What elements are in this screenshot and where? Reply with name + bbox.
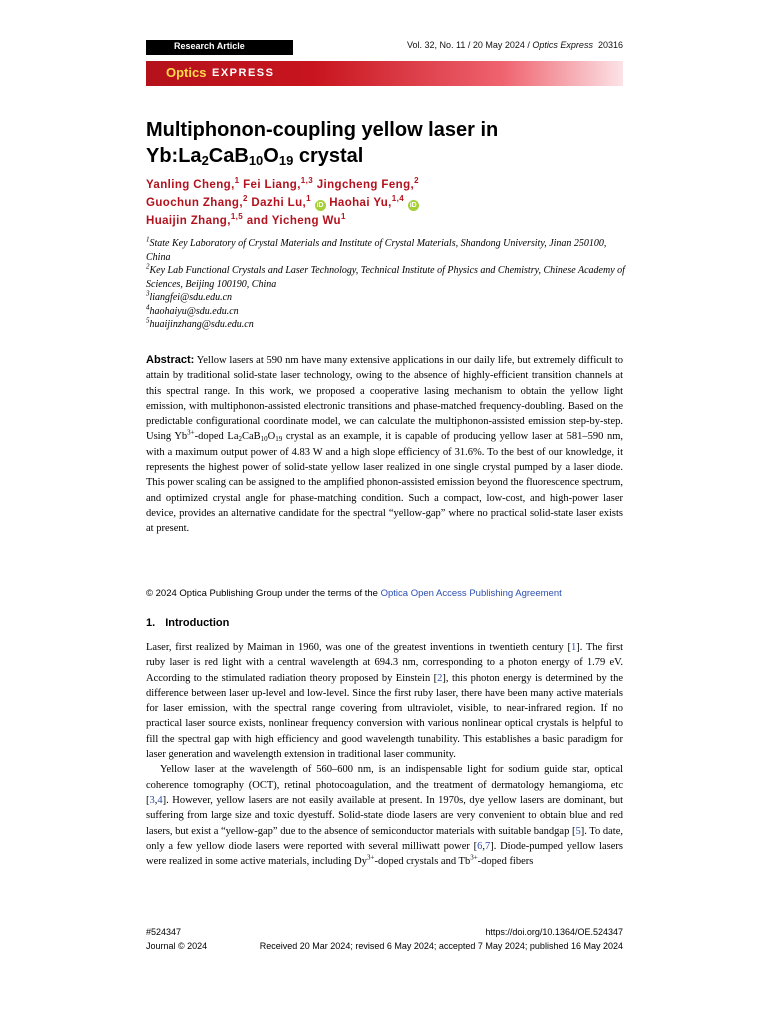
orcid-icon[interactable]: iD: [316, 202, 324, 209]
journal-logo-banner: [146, 61, 623, 86]
footer-row: [146, 939, 623, 953]
author-list: Yanling Cheng,$^1$ Fei Liang,$^{1,3}$ Jingcheng Feng,$^2$ Guochun Zhang,$^2$ Dazhi Lu,$^1$ iD Haohai Yu,$^{1,4}$ iD Huaijin Zhang,$^{1,5}$ and Yicheng Wu$^1$: [146, 176, 419, 227]
page-number: 20316: [597, 40, 623, 50]
author-email[interactable]: $^4$haohaiyu@sdu.edu.cn: [146, 303, 239, 317]
abstract-label: Abstract:: [146, 354, 195, 366]
author-name: Yanling Cheng,: [146, 179, 235, 191]
section-heading: 1. Introduction: [146, 617, 230, 629]
article-type: Research Article: [174, 41, 245, 51]
orcid-icon[interactable]: iD: [409, 202, 417, 209]
author-email[interactable]: $^3$liangfei@sdu.edu.cn: [146, 289, 233, 303]
journal-name: Optics Express: [532, 40, 593, 50]
author-name: Jingcheng Feng,: [313, 179, 415, 191]
reference-link[interactable]: 6: [477, 840, 483, 852]
article-title: Multiphonon-coupling yellow laser in $Yb:La_2CaB_{10}O_{19}$ crystal: [146, 119, 499, 168]
paragraph: Yellow laser at the wavelength of 560–600 nm, is an indispensable light for sodium guide star, optical coherence tomography (OCT), retinal photocoagulation, and the treatment of dermatology hemangioma, etc [3,4]. However, yellow lasers are not easily available at present. In 1970s, dye yellow lasers are dominant, but suffering from large size and toxic dyestuff. Solid-state diode lasers are very convenient to obtain blue and red lasers, but exist a “yellow-gap” due to the absence of semiconductor materials with suitable bandgap [5]. To date, only a few yellow diode lasers were reported with several milliwatt power [6,7]. Diode-pumped yellow lasers were realized in some active materials, including $Dy^{3+}$-doped crystals and $Tb^{3+}$-doped fibers: [146, 764, 624, 868]
license-link[interactable]: Optica Open Access Publishing Agreement: [380, 588, 562, 599]
reference-link[interactable]: 1: [571, 642, 577, 653]
paragraph: Laser, first realized by Maiman in 1960, was one of the greatest inventions in twentieth century [1]. The first ruby laser is red light with a central wavelength at 694.3 nm, corresponding to a photon energy of 1.79 eV. According to the stimulated radiation theory proposed by Einstein [2], this photon energy is determined by the difference between laser up-level and low-level. Since the first ruby laser, there have been many active materials for laser emission, with the spectral range covering from ultraviolet, visible, to near-infrared region. If no practical laser source exists, nonlinear frequency conversion with various nonlinear optical crystals is helpful to fill the spectral gap with high efficiency and good wavelength tunability. This establishes a basic paradigm for laser generation and wavelength extension in traditional laser community.: [146, 642, 624, 761]
author-name: and Yicheng Wu: [243, 215, 341, 227]
license-notice: © 2024 Optica Publishing Group under the terms of the Optica Open Access Publishing Agreement: [146, 588, 562, 599]
citation-line: Vol. 32, No. 11 / 20 May 2024 / Optics Express 20316: [293, 40, 623, 55]
reference-link[interactable]: 4: [157, 794, 163, 806]
affiliation: $^1$State Key Laboratory of Crystal Materials and Institute of Crystal Materials, Shandong University, Jinan 250100, China: [146, 235, 607, 263]
affiliation: $^2$Key Lab Functional Crystals and Laser Technology, Technical Institute of Physics and Chemistry, Chinese Academy of Sciences, Beijing 100190, China: [146, 262, 625, 290]
article-id: #524347: [146, 927, 182, 937]
reference-link[interactable]: 2: [437, 672, 443, 684]
author-name: Guochun Zhang,: [146, 197, 243, 209]
abstract: Abstract: Yellow lasers at 590 nm have many extensive applications in our daily life, but extremely difficult to attain by traditional solid-state laser technology, owing to the absence of highly-efficient transition channels at this spectral range. In this work, we proposed a cooperative lasing mechanism to obtain the yellow light emission, with multiphonon-assisted electronic transitions and phase-matched frequency-doubling. Based on the predictable configurational coordinate model, we can calculate the multiphonon-assisted emission step-by-step. Using $Yb^{3+}$-doped $La_2CaB_{10}O_{19}$ crystal as an example, it is capable of producing yellow laser at 581–590 nm, with a maximum output power of 4.83 W and a high slope efficiency of 31.6%. To the best of our knowledge, it represents the highest power of solid-state yellow laser realized in one single crystal pumped by a laser diode. This power scaling can be assigned to the amplified phonon-assisted emission beyond the fluorescence spectrum, and optimized crystal angle for phase-matching condition. Such a compact, low-cost, and high-power laser device, provides an alternative candidate for the spectral “yellow-gap” where no practical solid-state laser exists at present.: [146, 354, 624, 535]
author-name: Fei Liang,: [239, 179, 301, 191]
reference-link[interactable]: 5: [575, 825, 581, 837]
author-name: Haohai Yu,: [325, 197, 392, 209]
author-name: Dazhi Lu,: [247, 197, 307, 209]
reference-link[interactable]: 7: [484, 840, 491, 852]
logo-express: EXPRESS: [212, 67, 275, 79]
introduction-body: [146, 640, 623, 869]
publication-dates: Received 20 Mar 2024; revised 6 May 2024; accepted 7 May 2024; published 16 May 2024: [259, 941, 623, 951]
page-footer: [146, 925, 623, 953]
journal-copyright: Journal © 2024: [146, 941, 208, 951]
reference-link[interactable]: 3: [149, 794, 155, 806]
affiliations: [146, 237, 626, 332]
logo-optics: Optics: [166, 65, 207, 80]
doi-link[interactable]: https://doi.org/10.1364/OE.524347: [485, 927, 623, 937]
author-email[interactable]: $^5$huaijinzhang@sdu.edu.cn: [146, 316, 254, 330]
author-name: Huaijin Zhang,: [146, 215, 231, 227]
footer-row: [146, 925, 623, 939]
